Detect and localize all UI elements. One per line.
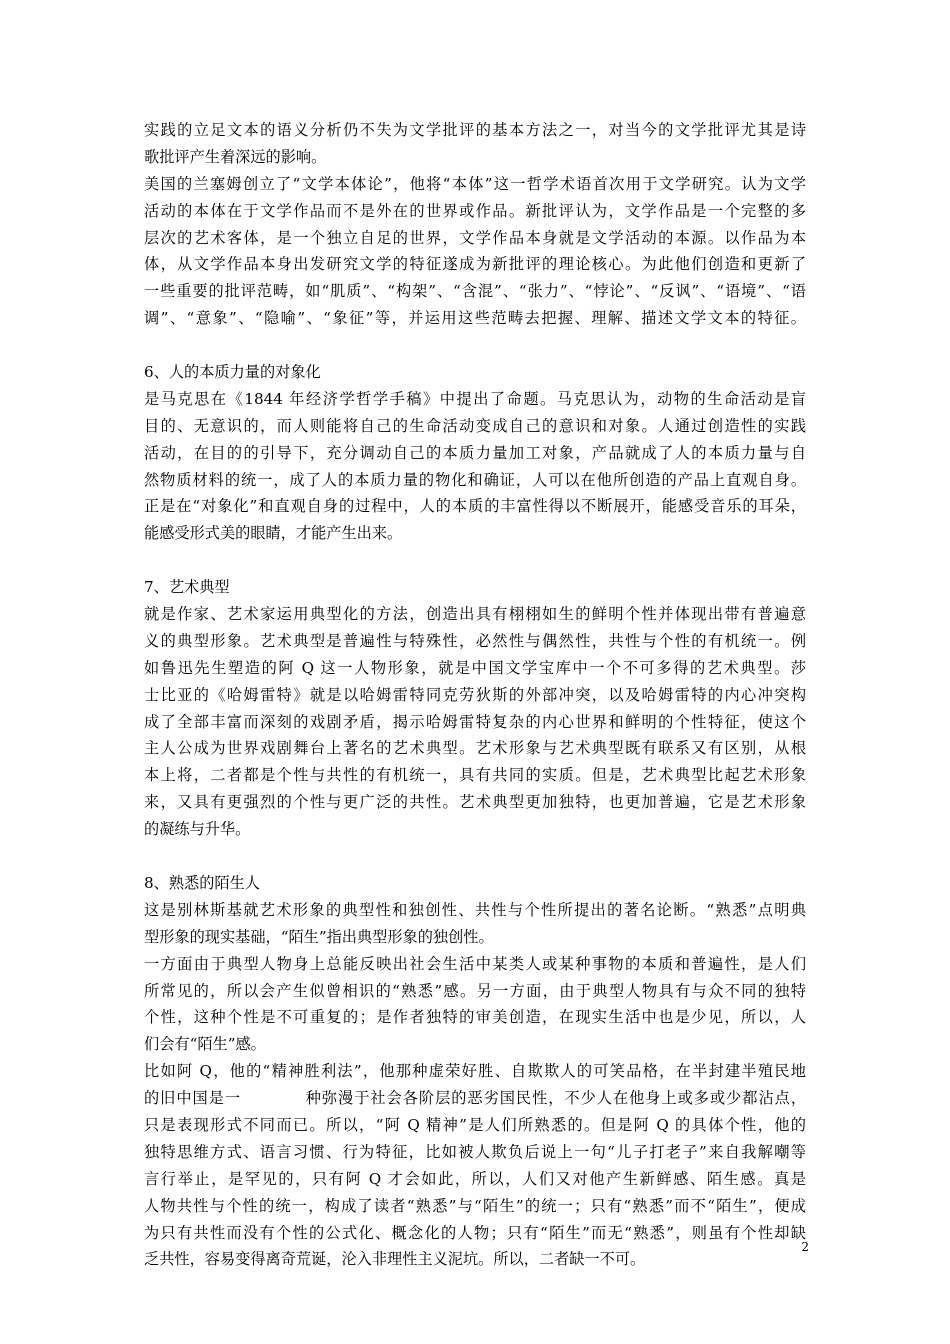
blank-line <box>144 547 806 574</box>
text-line: 型形象的现实基础，“陌生”指出典型形象的独创性。 <box>144 927 494 946</box>
text-line: 8、熟悉的陌生人 <box>144 873 260 892</box>
text-line: 来，又具有更强烈的个性与更广泛的共性。艺术典型更加独特，也更加普遍，它是艺术形象 <box>144 793 806 812</box>
blank-line <box>144 332 806 359</box>
text-line: 士比亚的《哈姆雷特》就是以哈姆雷特同克劳狄斯的外部冲突，以及哈姆雷特的内心冲突构 <box>144 685 806 704</box>
text-line: 层次的艺术客体，是一个独立自足的世界，文学作品本身就是文学活动的本源。以作品为本 <box>144 228 806 247</box>
text-line: 这是别林斯基就艺术形象的典型性和独创性、共性与个性所提出的著名论断。“熟悉”点明典 <box>144 900 806 919</box>
text-line: 能感受形式美的眼睛，才能产生出来。 <box>144 524 403 543</box>
text-line: 本上将，二者都是个性与共性的有机统一，具有共同的实质。但是，艺术典型比起艺术形象 <box>144 766 806 785</box>
text-line: 独特思维方式、语言习惯、行为特征，比如被人欺负后说上一句“儿子打老子”来自我解嘲等 <box>144 1142 806 1161</box>
text-line: 活动，在目的的引导下，充分调动自己的本质力量加工对象，产品就成了人的本质力量与自 <box>144 443 806 462</box>
text-line: 实践的立足文本的语义分析仍不失为文学批评的基本方法之一，对当今的文学批评尤其是诗 <box>144 121 806 139</box>
text-line: 目的、无意识的，而人则能将自己的生命活动变成自己的意识和对象。人通过创造性的实践 <box>144 416 806 435</box>
text-line: 义的典型形象。艺术典型是普遍性与特殊性，必然性与偶然性，共性与个性的有机统一。例 <box>144 631 806 650</box>
text-line: 个性，这种个性是不可重复的；是作者独特的审美创造，在现实生活中也是少见，所以，人 <box>144 1008 806 1027</box>
text-line: 人物共性与个性的统一，构成了读者“熟悉”与“陌生”的统一；只有“熟悉”而不“陌生”，便成 <box>144 1196 806 1215</box>
text-line: 调”、“意象”、“隐喻”、“象征”等，并运用这些范畴去把握、理解、描述文学文本的特征。 <box>144 309 806 328</box>
text-line: 所常见的，所以会产生似曾相识的“熟悉”感。另一方面，由于典型人物具有与众不同的独特 <box>144 981 806 1000</box>
text-line: 歌批评产生着深远的影响。 <box>144 147 327 166</box>
text-line: 主人公成为世界戏剧舞台上著名的艺术典型。艺术形象与艺术典型既有联系又有区别，从根 <box>144 739 806 758</box>
text-line: 言行举止，是罕见的，只有阿 Q 才会如此，所以，人们又对他产生新鲜感、陌生感。真是 <box>144 1169 806 1188</box>
text-line: 美国的兰塞姆创立了“文学本体论”，他将“本体”这一哲学术语首次用于文学研究。认为文学 <box>144 174 806 193</box>
text-line: 6、人的本质力量的对象化 <box>144 363 321 382</box>
text-line: 如鲁迅先生塑造的阿 Q 这一人物形象，就是中国文学宝库中一个不可多得的艺术典型。莎 <box>144 658 806 677</box>
page-number: 2 <box>801 1240 809 1254</box>
text-line: 体，从文学作品本身出发研究文学的特征遂成为新批评的理论核心。为此他们创造和更新了 <box>144 255 806 274</box>
text-line: 然物质材料的统一，成了人的本质力量的物化和确证，人可以在他所创造的产品上直观自身。 <box>144 470 806 489</box>
text-line: 乏共性，容易变得离奇荒诞，沦入非理性主义泥坑。所以，二者缺一不可。 <box>144 1250 646 1269</box>
text-line: 活动的本体在于文学作品而不是外在的世界或作品。新批评认为，文学作品是一个完整的多 <box>144 201 806 220</box>
text-line: 一些重要的批评范畴，如“肌质”、“构架”、“含混”、“张力”、“悖论”、“反讽”、“语境”、“语 <box>144 282 806 301</box>
text-line: 就是作家、艺术家运用典型化的方法，创造出具有栩栩如生的鲜明个性并体现出带有普遍意 <box>144 605 806 624</box>
text-line: 们会有“陌生”感。 <box>144 1035 266 1054</box>
text-line: 为只有共性而没有个性的公式化、概念化的人物；只有“陌生”而无“熟悉”，则虽有个性却缺 <box>144 1223 806 1242</box>
text-line: 的旧中国是一 种弥漫于社会各阶层的恶劣国民性，不少人在他身上或多或少都沾点， <box>144 1089 806 1108</box>
text-line: 正是在“对象化”和直观自身的过程中，人的本质的丰富性得以不断展开，能感受音乐的耳朵， <box>144 497 806 516</box>
text-line: 成了全部丰富而深刻的戏剧矛盾，揭示哈姆雷特复杂的内心世界和鲜明的个性特征，使这个 <box>144 712 806 731</box>
text-line: 的凝练与升华。 <box>144 820 251 839</box>
text-line: 是马克思在《1844 年经济学哲学手稿》中提出了命题。马克思认为，动物的生命活动是盲 <box>144 389 806 408</box>
document-body <box>144 117 806 1273</box>
blank-line <box>144 843 806 870</box>
text-line: 7、艺术典型 <box>144 578 230 597</box>
text-line: 只是表现形式不同而已。所以，“阿 Q 精神”是人们所熟悉的。但是阿 Q 的具体个性，他的 <box>144 1115 806 1134</box>
text-line: 一方面由于典型人物身上总能反映出社会生活中某类人或某种事物的本质和普遍性，是人们 <box>144 954 806 973</box>
text-line: 比如阿 Q，他的“精神胜利法”，他那种虚荣好胜、自欺欺人的可笑品格，在半封建半殖民地 <box>144 1062 806 1081</box>
